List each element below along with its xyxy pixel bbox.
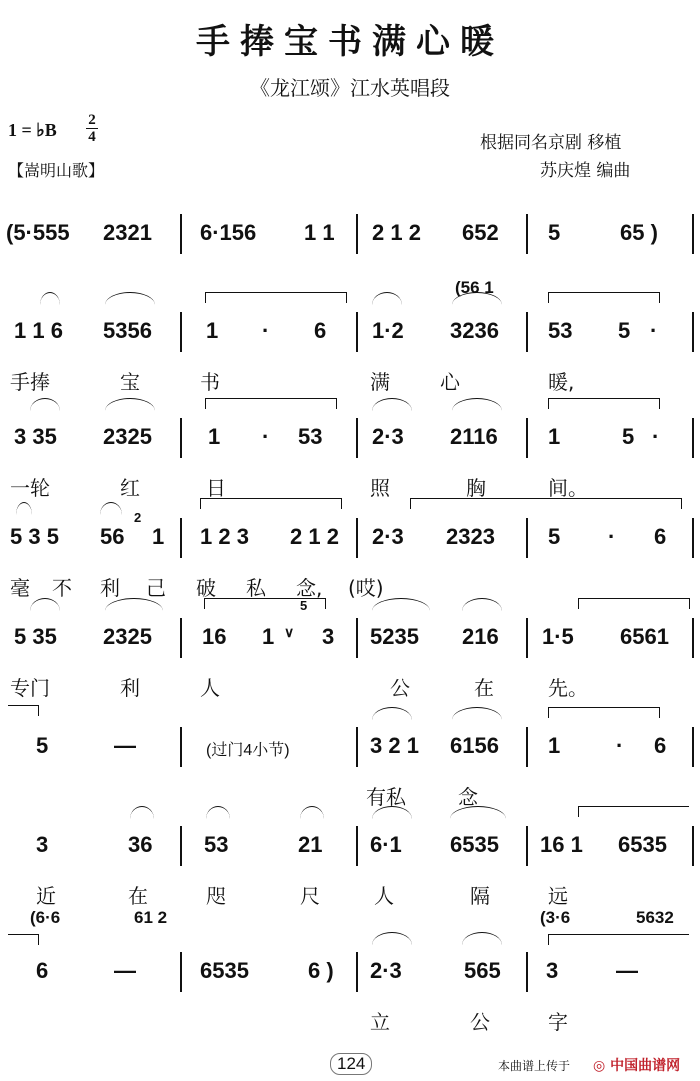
lyric: 字 (548, 1010, 568, 1034)
grace-notes: 61 2 (134, 908, 168, 927)
note-group: 652 (462, 220, 499, 245)
note-group: · (650, 318, 658, 343)
barline (180, 418, 182, 458)
note-group: 3 (546, 958, 559, 983)
tie (200, 498, 342, 509)
credit-transplant: 根据同名京剧 移植 (480, 133, 622, 153)
note-group: 5 (618, 318, 631, 343)
note-group: 6·1 (370, 832, 402, 857)
note-group: 65 ) (620, 220, 658, 245)
barline (692, 312, 694, 352)
lyric: 立 (370, 1010, 390, 1034)
lyric: 念 (458, 785, 478, 809)
barline (180, 618, 182, 658)
tie (548, 707, 660, 718)
barline (692, 418, 694, 458)
credit-composer: 苏庆煌 编曲 (540, 161, 631, 181)
note-group: — (114, 733, 136, 758)
lyric: 破 (196, 576, 216, 600)
lyric: 近 (36, 884, 56, 908)
barline (356, 418, 358, 458)
note-group: 5 35 (14, 624, 57, 649)
barline (356, 826, 358, 866)
barline (356, 727, 358, 767)
note-group: 6561 (620, 624, 669, 649)
barline (180, 952, 182, 992)
tie (578, 598, 690, 609)
barline (356, 952, 358, 992)
note-group: 1 (548, 733, 561, 758)
note-group: 1·2 (372, 318, 404, 343)
note-group: 1 (152, 524, 165, 549)
note-group: 1 (262, 624, 275, 649)
barline (180, 312, 182, 352)
tie (205, 292, 347, 303)
note-group: 3236 (450, 318, 499, 343)
barline (356, 518, 358, 558)
note-group: 2325 (103, 424, 152, 449)
barline (180, 826, 182, 866)
logo-text: 中国曲谱网 (610, 1058, 681, 1074)
time-signature-top: 2 (88, 112, 96, 128)
score-row-8 (0, 908, 700, 1058)
lyric: 毫 (10, 576, 30, 600)
lyric: 私 (246, 576, 266, 600)
note-group: 36 (128, 832, 153, 857)
barline (692, 518, 694, 558)
time-signature-bottom: 4 (88, 129, 96, 145)
grace-notes: 2 (134, 510, 142, 525)
note-group: 53 (204, 832, 229, 857)
tie (578, 806, 689, 817)
page-number: 124 (330, 1053, 372, 1075)
grace-notes: 5 (300, 598, 308, 613)
note-group: 2 1 2 (290, 524, 339, 549)
barline (180, 214, 182, 254)
key-signature: 1 = ♭B (8, 120, 57, 140)
note-group: — (616, 958, 638, 983)
note-group: 6535 (200, 958, 249, 983)
lyric: (哎) (348, 576, 384, 600)
lyric: 远 (548, 884, 568, 908)
barline (526, 518, 528, 558)
barline (526, 418, 528, 458)
note-group: 1 2 3 (200, 524, 249, 549)
note-group: 6535 (450, 832, 499, 857)
time-signature (86, 112, 98, 145)
lyric: 人 (200, 676, 220, 700)
note-group: 2·3 (372, 524, 404, 549)
note-group: 6·156 (200, 220, 257, 245)
note-group: 216 (462, 624, 499, 649)
lyric: 照 (370, 476, 390, 500)
logo-icon: ◎ (593, 1058, 606, 1074)
note-group: · (652, 424, 660, 449)
note-group: — (114, 958, 136, 983)
page-title: 手捧宝书满心暖 (196, 22, 504, 62)
note-group: · (262, 318, 270, 343)
note-group: 5 (622, 424, 635, 449)
note-group: 6 (36, 958, 49, 983)
grace-notes: (56 1 (455, 278, 494, 297)
barline (356, 214, 358, 254)
note-group: 5 (548, 220, 561, 245)
barline (692, 727, 694, 767)
slur (462, 932, 502, 945)
tie (548, 934, 689, 945)
lyric: 日 (206, 476, 226, 500)
lyric: 胸 (466, 476, 486, 500)
note-group: 3 (36, 832, 49, 857)
lyric: 心 (440, 370, 460, 394)
tie (8, 934, 39, 945)
note-group: 2 1 2 (372, 220, 421, 245)
note-group: 5 (36, 733, 49, 758)
note-group: 53 (298, 424, 323, 449)
tie (204, 598, 326, 609)
barline (526, 826, 528, 866)
lyric: 专门 (10, 676, 50, 700)
note-group: · (262, 424, 270, 449)
note-group: 1·5 (542, 624, 574, 649)
grace-notes: 5632 (636, 908, 674, 927)
lyric: 间。 (548, 476, 588, 500)
note-group: 1 (548, 424, 561, 449)
tie (8, 705, 39, 716)
note-group: 16 (202, 624, 227, 649)
barline (526, 952, 528, 992)
barline (692, 826, 694, 866)
site-logo[interactable] (593, 1055, 680, 1075)
note-group: 2·3 (370, 958, 402, 983)
score-row-1 (0, 220, 700, 320)
note-group: 21 (298, 832, 323, 857)
note-group: 5 3 5 (10, 524, 59, 549)
lyric: 一轮 (10, 476, 50, 500)
barline (356, 312, 358, 352)
note-group: 5356 (103, 318, 152, 343)
note-group: 5235 (370, 624, 419, 649)
note-group: 6535 (618, 832, 667, 857)
page-subtitle: 《龙江颂》江水英唱段 (250, 76, 450, 100)
lyric: 有私 (366, 785, 406, 809)
grace-notes: (6·6 (30, 908, 61, 927)
note-group: 56 (100, 524, 125, 549)
score-row-7 (0, 832, 700, 932)
note-group: 5 (548, 524, 561, 549)
note-group: 16 1 (540, 832, 583, 857)
slur (372, 932, 412, 945)
lyric: 利 (120, 676, 140, 700)
lyric: 先。 (548, 676, 588, 700)
lyric: 己 (146, 576, 166, 600)
note-group: 1 1 (304, 220, 335, 245)
note-group: · (608, 524, 616, 549)
interlude-note: (过门4小节) (206, 742, 290, 759)
upload-caption: 本曲谱上传于 (498, 1059, 571, 1073)
barline (526, 312, 528, 352)
lyric: 利 (100, 576, 120, 600)
lyric: 手捧 (10, 370, 50, 394)
tune-name: 【嵩明山歌】 (8, 161, 105, 180)
lyric: 念, (296, 576, 323, 600)
note-group: 1 1 6 (14, 318, 63, 343)
note-group: 1 (206, 318, 219, 343)
note-group: · (616, 733, 624, 758)
lyric: 宝 (120, 370, 140, 394)
note-group: 2·3 (372, 424, 404, 449)
lyric: 红 (120, 476, 140, 500)
note-group: 1 (208, 424, 221, 449)
note-group: 6 (654, 733, 667, 758)
grace-notes: (3·6 (540, 908, 571, 927)
lyric: 尺 (300, 884, 320, 908)
note-group: 565 (464, 958, 501, 983)
barline (180, 518, 182, 558)
note-group: 2116 (450, 424, 498, 449)
barline (526, 214, 528, 254)
tie (205, 398, 337, 409)
note-group: 3 2 1 (370, 733, 419, 758)
lyric: 在 (474, 676, 494, 700)
note-group: 6 (654, 524, 667, 549)
barline (356, 618, 358, 658)
note-group: 2325 (103, 624, 152, 649)
note-group: 2321 (103, 220, 152, 245)
barline (526, 618, 528, 658)
lyric: 暖, (548, 370, 575, 394)
note-group: 6 (314, 318, 327, 343)
score-row-6 (0, 733, 700, 833)
lyric: 满 (370, 370, 390, 394)
lyric: 隔 (470, 884, 490, 908)
breath-mark: ∨ (284, 624, 295, 640)
note-group: 53 (548, 318, 573, 343)
lyric: 公 (470, 1010, 490, 1034)
tie (410, 498, 682, 509)
lyric: 公 (390, 676, 410, 700)
barline (526, 727, 528, 767)
lyric: 不 (52, 576, 72, 600)
tie (548, 398, 660, 409)
note-group: 6 ) (308, 958, 334, 983)
note-group: 3 35 (14, 424, 57, 449)
lyric: 咫 (206, 884, 226, 908)
barline (692, 618, 694, 658)
note-group: 6156 (450, 733, 499, 758)
note-group: 3 (322, 624, 335, 649)
lyric: 人 (374, 884, 394, 908)
lyric: 书 (200, 370, 220, 394)
lyric: 在 (128, 884, 148, 908)
tie (548, 292, 660, 303)
barline (692, 214, 694, 254)
barline (180, 727, 182, 767)
note-group: (5·555 (6, 220, 70, 245)
note-group: 2323 (446, 524, 495, 549)
